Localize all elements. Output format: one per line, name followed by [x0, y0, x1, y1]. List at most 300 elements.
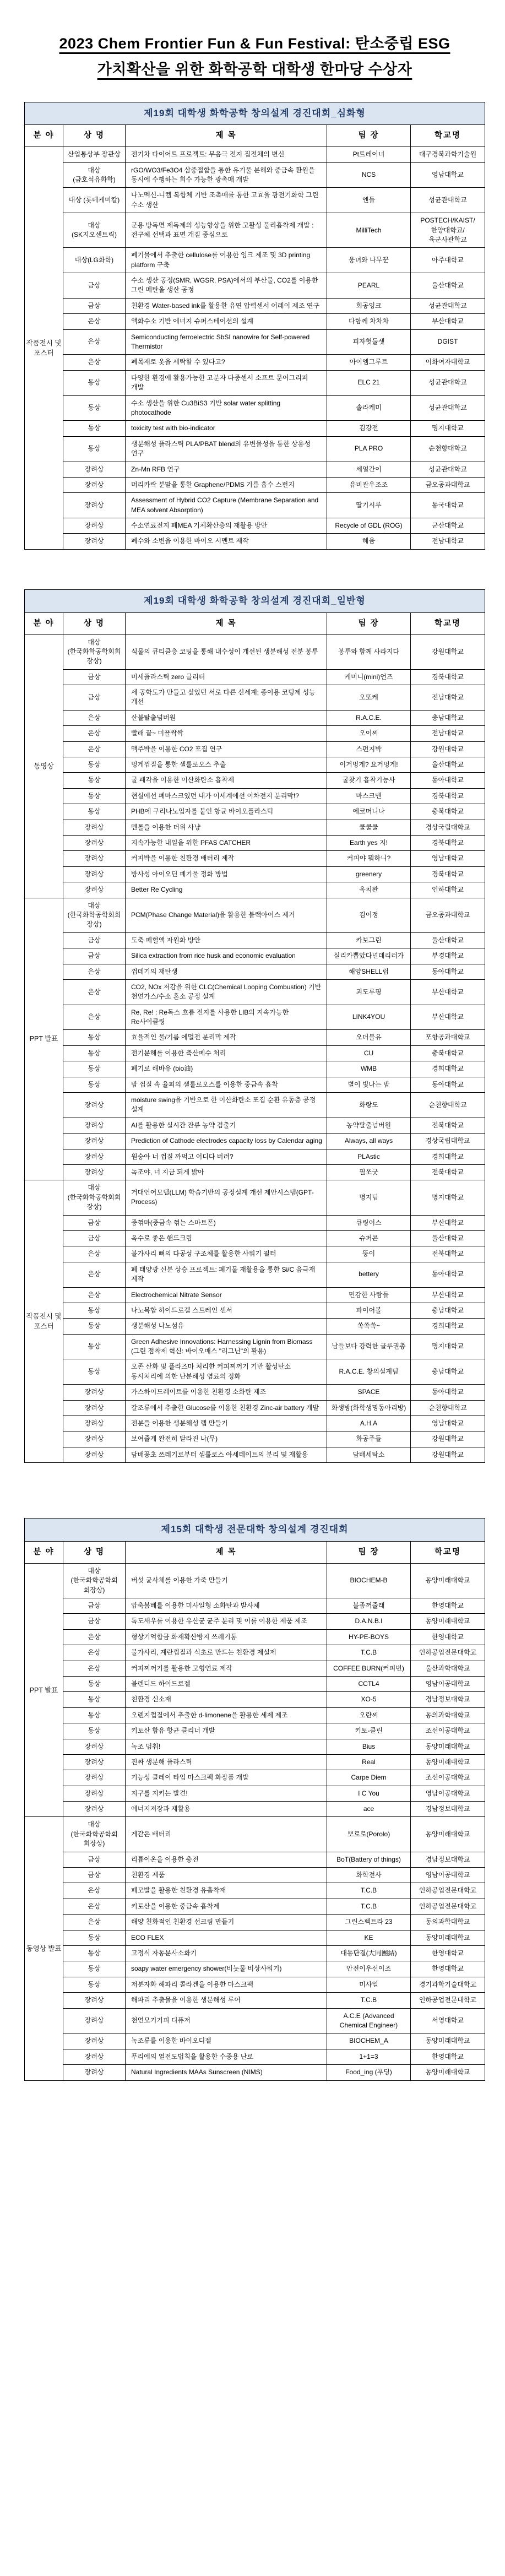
team-cell: 피자헛둘셋	[327, 329, 411, 355]
school-cell: 부산대학교	[411, 1005, 485, 1030]
title-cell: 보여줄게 완전히 달라진 나(무)	[126, 1431, 327, 1447]
title-cell: 불가사리 뼈의 다공성 구조체를 활용한 샤워기 필터	[126, 1246, 327, 1262]
table-row	[25, 273, 485, 299]
award-cell: 은상	[63, 355, 126, 370]
school-cell: 동아대학교	[411, 964, 485, 979]
award-cell: 장려상	[63, 820, 126, 835]
team-cell: 별이 빛나는 밤	[327, 1077, 411, 1092]
table-row	[25, 1385, 485, 1400]
title-cell: Green Adhesive Innovations: Harnessing Lignin from Biomass (그린 점착제 혁신: 바이오매스 "리그닌"의 활용)	[126, 1334, 327, 1359]
table-row	[25, 1883, 485, 1899]
table-row	[25, 1645, 485, 1661]
title-cell: 천연모기기피 디퓨저	[126, 2008, 327, 2033]
award-cell: 동상	[63, 436, 126, 462]
table-row	[25, 329, 485, 355]
team-cell: Bius	[327, 1739, 411, 1754]
school-cell: 동국대학교	[411, 493, 485, 518]
page-title-line-1: 2023 Chem Frontier Fun & Fun Festival: 탄소중립 ESG	[59, 35, 450, 52]
title-cell: 껍데기의 재탄생	[126, 964, 327, 979]
team-cell: CU	[327, 1045, 411, 1061]
school-cell: 전북대학교	[411, 1164, 485, 1180]
table-row	[25, 1723, 485, 1739]
award-cell: 은상	[63, 314, 126, 329]
award-cell: 은상	[63, 1629, 126, 1645]
team-cell: R.A.C.E. 창의설계팀	[327, 1359, 411, 1385]
award-table	[24, 1518, 485, 2080]
table-row	[25, 1262, 485, 1287]
school-cell: 영남대학교	[411, 851, 485, 866]
team-cell: T.C.B	[327, 1883, 411, 1899]
school-cell: 서영대학교	[411, 2008, 485, 2033]
title-cell: 수소연료전지 폐MEA 기체확산층의 재활용 방안	[126, 518, 327, 534]
title-cell: 해양 친화적인 친환경 선크림 만들기	[126, 1915, 327, 1930]
award-cell: 동상	[63, 757, 126, 773]
title-cell: AI를 활용한 실시간 잔류 농약 검출기	[126, 1118, 327, 1133]
team-cell: 마스크맨	[327, 788, 411, 804]
team-cell: 스펀지박	[327, 741, 411, 757]
school-cell: 동아대학교	[411, 1077, 485, 1092]
team-cell: 딸기시루	[327, 493, 411, 518]
award-cell: 금상	[63, 685, 126, 711]
table-row	[25, 1416, 485, 1431]
table-row	[25, 1598, 485, 1614]
title-cell: 생분해성 플라스틱 PLA/PBAT blend의 유변물성을 통한 상용성 연구	[126, 436, 327, 462]
field-cell: 동영상 발표	[25, 1817, 63, 2080]
table-row	[25, 462, 485, 477]
school-cell: 경남정보대학교	[411, 1692, 485, 1707]
title-cell: 친환경 신소재	[126, 1692, 327, 1707]
award-cell: 동상	[63, 370, 126, 395]
title-cell: 독도새우를 이용한 유산균 균주 분리 및 이를 이용한 제품 제조	[126, 1614, 327, 1629]
table-row	[25, 1868, 485, 1883]
table-row	[25, 669, 485, 685]
table-row	[25, 1754, 485, 1770]
page-title	[24, 31, 485, 83]
team-cell: 불좀꺼줄래	[327, 1598, 411, 1614]
title-cell: 방사성 아이오딘 폐기물 정화 방법	[126, 866, 327, 882]
award-cell: 대상 (한국화학공학회회장상)	[63, 898, 126, 932]
team-cell: 유비관우조조	[327, 477, 411, 492]
table-row	[25, 2065, 485, 2080]
table-row	[25, 757, 485, 773]
school-cell: 아주대학교	[411, 248, 485, 273]
school-cell: 전남대학교	[411, 726, 485, 741]
title-cell: 친환경 제품	[126, 1868, 327, 1883]
award-cell: 금상	[63, 1614, 126, 1629]
title-cell: 액화수소 기반 에너지 슈퍼스테이션의 설계	[126, 314, 327, 329]
title-cell: 생분해성 나노섬유	[126, 1319, 327, 1334]
title-cell: 녹조류를 이용한 바이오디젤	[126, 2033, 327, 2049]
school-cell: 충남대학교	[411, 1303, 485, 1318]
award-cell: 동상	[63, 1930, 126, 1945]
title-cell: 수소 생산 공정(SMR, WGSR, PSA)에서의 부산물, CO2를 이용한 그린 메탄올 생산 공정	[126, 273, 327, 299]
team-cell: PLAstic	[327, 1149, 411, 1164]
award-cell: 은상	[63, 329, 126, 355]
table-row	[25, 820, 485, 835]
title-cell: moisture swing을 기반으로 한 이산화탄소 포집 순환 유동층 공정 설계	[126, 1093, 327, 1118]
title-cell: 진짜 생분해 플라스틱	[126, 1754, 327, 1770]
team-cell: 미사일	[327, 1977, 411, 1992]
table-row	[25, 1786, 485, 1801]
title-cell: rGO/WO3/Fe3O4 삼중접합을 통한 유기물 분해와 중금속 환원을 동시에 수행하는 회수 가능한 광촉매 개발	[126, 162, 327, 188]
team-cell: 남들보다 강력한 글루권총	[327, 1334, 411, 1359]
table-row	[25, 726, 485, 741]
award-cell: 장려상	[63, 1786, 126, 1801]
award-cell: 장려상	[63, 1739, 126, 1754]
award-cell: 은상	[63, 741, 126, 757]
title-cell: 식물의 큐티클층 코팅을 통해 내수성이 개선된 생분해성 전분 봉투	[126, 634, 327, 669]
team-cell: I C You	[327, 1786, 411, 1801]
table-row	[25, 1852, 485, 1867]
table-row	[25, 932, 485, 948]
page-title-line-2: 가치확산을 위한 화학공학 대학생 한마당 수상자	[97, 61, 412, 78]
award-cell: 은상	[63, 726, 126, 741]
table-row	[25, 2008, 485, 2033]
school-cell: 경상국립대학교	[411, 820, 485, 835]
school-cell: 동아대학교	[411, 1385, 485, 1400]
team-cell: Food_ing (푸딩)	[327, 2065, 411, 2080]
award-cell: 동상	[63, 1977, 126, 1992]
title-cell: 친환경 Water-based ink를 활용한 유연 압력센서 어레이 제조 연구	[126, 298, 327, 313]
school-cell: 부산대학교	[411, 1287, 485, 1303]
title-cell: 녹조야, 너 지금 되게 밝아	[126, 1164, 327, 1180]
column-header-team: 팀 장	[327, 612, 411, 634]
title-cell: 산불탈출넘버원	[126, 710, 327, 725]
title-cell: 형상기억합금 화재확산방지 쓰레기통	[126, 1629, 327, 1645]
school-cell: 성균관대학교	[411, 370, 485, 395]
team-cell: 해양SHELL럽	[327, 964, 411, 979]
school-cell: 충남대학교	[411, 710, 485, 725]
team-cell: 굴찾기 흡착기능사	[327, 773, 411, 788]
team-cell: Real	[327, 1754, 411, 1770]
team-cell: KE	[327, 1930, 411, 1945]
award-cell: 장려상	[63, 1093, 126, 1118]
school-cell: 순천향대학교	[411, 1093, 485, 1118]
table-row	[25, 979, 485, 1005]
table-row	[25, 314, 485, 329]
table-row	[25, 1030, 485, 1045]
team-cell: 아이엠그루트	[327, 355, 411, 370]
school-cell: 한영대학교	[411, 1961, 485, 1977]
award-cell: 금상	[63, 298, 126, 313]
school-cell: 명지대학교	[411, 1334, 485, 1359]
table-row	[25, 964, 485, 979]
column-header-title: 제 목	[126, 125, 327, 147]
school-cell: 한영대학교	[411, 1598, 485, 1614]
column-header-team: 팀 장	[327, 1541, 411, 1563]
team-cell: PEARL	[327, 273, 411, 299]
field-cell: 작품전시 및 포스터	[25, 147, 63, 550]
table-row	[25, 1930, 485, 1945]
school-cell: 동양미래대학교	[411, 1930, 485, 1945]
award-cell: 대상 (한국화학공학회회장상)	[63, 1180, 126, 1215]
title-cell: 폐수와 소변을 이용한 바이오 시멘트 제작	[126, 534, 327, 549]
team-cell: 오이씨	[327, 726, 411, 741]
award-cell: 동상	[63, 421, 126, 436]
team-cell: SPACE	[327, 1385, 411, 1400]
title-cell: 커피박을 이용한 친환경 배터리 제작	[126, 851, 327, 866]
table-row	[25, 147, 485, 162]
column-header-school: 학교명	[411, 125, 485, 147]
title-cell: 전기분해를 이용한 축산폐수 처리	[126, 1045, 327, 1061]
column-header-field: 분 야	[25, 1541, 63, 1563]
award-cell: 은상	[63, 1899, 126, 1914]
title-cell: 키토산을 이용한 중금속 흡착제	[126, 1899, 327, 1914]
field-cell: PPT 발표	[25, 898, 63, 1180]
column-header-award: 상 명	[63, 612, 126, 634]
school-cell: 울산대학교	[411, 273, 485, 299]
award-cell: 장려상	[63, 2065, 126, 2080]
team-cell: A.C.E (Advanced Chemical Engineer)	[327, 2008, 411, 2033]
title-cell: 오렌지껍질에서 추출한 d-limonene을 활용한 세제 제조	[126, 1707, 327, 1723]
award-cell: 동상	[63, 1723, 126, 1739]
team-cell: 안전이우선이조	[327, 1961, 411, 1977]
award-cell: 장려상	[63, 836, 126, 851]
school-cell: 영남대학교	[411, 1416, 485, 1431]
school-cell: 강원대학교	[411, 1431, 485, 1447]
award-cell: 동상	[63, 1334, 126, 1359]
table-row	[25, 1215, 485, 1230]
table-row	[25, 1563, 485, 1598]
team-cell: 커피야 뭐하니?	[327, 851, 411, 866]
table-row	[25, 1400, 485, 1416]
award-cell: 금상	[63, 273, 126, 299]
table-row	[25, 1149, 485, 1164]
team-cell: Carpe Diem	[327, 1770, 411, 1786]
table-row	[25, 1431, 485, 1447]
team-cell: MilliTech	[327, 213, 411, 248]
table-row	[25, 851, 485, 866]
team-cell: 오또케	[327, 685, 411, 711]
award-cell: 장려상	[63, 851, 126, 866]
school-cell: 성균관대학교	[411, 298, 485, 313]
award-cell: 장려상	[63, 2008, 126, 2033]
award-cell: 금상	[63, 1868, 126, 1883]
school-cell: 동양미래대학교	[411, 2033, 485, 2049]
school-cell: 경희대학교	[411, 1319, 485, 1334]
award-table	[24, 589, 485, 1463]
table-row	[25, 1817, 485, 1852]
school-cell: 부산대학교	[411, 314, 485, 329]
table-row	[25, 1359, 485, 1385]
field-cell: PPT 발표	[25, 1563, 63, 1817]
school-cell: 경북대학교	[411, 669, 485, 685]
title-cell: 군용 방독면 제독제의 성능향상을 위한 고활성 물리흡착제 개발 : 전구체 선택과 표면 개질 중심으로	[126, 213, 327, 248]
title-cell: 머리카락 분말을 통한 Graphene/PDMS 기름 흡수 스펀지	[126, 477, 327, 492]
award-cell: 장려상	[63, 2049, 126, 2064]
column-header-school: 학교명	[411, 1541, 485, 1563]
title-cell: 원숭아 너 껍질 까먹고 어디다 버려?	[126, 1149, 327, 1164]
column-header-school: 학교명	[411, 612, 485, 634]
school-cell: 인하공업전문대학교	[411, 1645, 485, 1661]
title-cell: 거대언어모델(LLM) 학습기반의 공정설계 개선 제안시스템(GPT-Process)	[126, 1180, 327, 1215]
table-row	[25, 1093, 485, 1118]
tables-container	[24, 102, 485, 2081]
award-cell: 금상	[63, 948, 126, 964]
award-cell: 장려상	[63, 1134, 126, 1149]
school-cell: 명지대학교	[411, 1180, 485, 1215]
title-cell: Zn-Mn RFB 연구	[126, 462, 327, 477]
title-cell: 나노멕신-니켈 복합체 기반 조촉매를 통한 고효율 광전기화학 그린 수소 생산	[126, 188, 327, 213]
team-cell: 웅녀와 나무꾼	[327, 248, 411, 273]
title-cell: 밤 껍질 속 율피의 셀룰로오스를 이용한 중금속 흡착	[126, 1077, 327, 1092]
team-cell: COFFEE BURN(커피번)	[327, 1661, 411, 1676]
school-cell: 전북대학교	[411, 1118, 485, 1133]
school-cell: 충남대학교	[411, 1359, 485, 1385]
school-cell: 영남이공대학교	[411, 1786, 485, 1801]
title-cell: 빨래 끝~ 미플싹싹	[126, 726, 327, 741]
table-row	[25, 1319, 485, 1334]
school-cell: 울산대학교	[411, 757, 485, 773]
award-cell: 금상	[63, 1598, 126, 1614]
field-cell: 동영상	[25, 634, 63, 898]
school-cell: 포항공과대학교	[411, 1030, 485, 1045]
team-cell: 쿨쿨쿨	[327, 820, 411, 835]
school-cell: 순천향대학교	[411, 1400, 485, 1416]
team-cell: 옥치완	[327, 882, 411, 898]
team-cell: NCS	[327, 162, 411, 188]
award-cell: 장려상	[63, 462, 126, 477]
title-cell: 가스하이드레이트를 이용한 친환경 소화탄 제조	[126, 1385, 327, 1400]
school-cell: 금오공과대학교	[411, 477, 485, 492]
table-row	[25, 477, 485, 492]
school-cell: 동아대학교	[411, 773, 485, 788]
table-caption: 제19회 대학생 화학공학 창의설계 경진대회_일반형	[25, 589, 485, 612]
award-table	[24, 102, 485, 550]
title-cell: 에너지저장과 재활용	[126, 1802, 327, 1817]
school-cell: 동양미래대학교	[411, 1739, 485, 1754]
award-cell: 대상 (한국화학공학회회장상)	[63, 634, 126, 669]
school-cell: 울산과학대학교	[411, 1661, 485, 1676]
title-cell: Silica extraction from rice husk and economic evaluation	[126, 948, 327, 964]
team-cell: 키토-클린	[327, 1723, 411, 1739]
title-cell: Assessment of Hybrid CO2 Capture (Membrane Separation and MEA solvent Absorption)	[126, 493, 327, 518]
table-row	[25, 741, 485, 757]
table-row	[25, 773, 485, 788]
table-row	[25, 1077, 485, 1092]
team-cell: 솔라케미	[327, 395, 411, 421]
team-cell: 회공잉크	[327, 298, 411, 313]
school-cell: 인하공업전문대학교	[411, 1899, 485, 1914]
award-cell: 산업통상부 장관상	[63, 147, 126, 162]
team-cell: 화생방(화학생명동아리방)	[327, 1400, 411, 1416]
school-cell: 강원대학교	[411, 741, 485, 757]
team-cell: ELC 21	[327, 370, 411, 395]
title-cell: 압축봄베를 이용한 미사일형 소화탄과 발사체	[126, 1598, 327, 1614]
award-cell: 은상	[63, 1005, 126, 1030]
award-cell: 장려상	[63, 493, 126, 518]
title-cell: 옥수로 좋은 핸드크림	[126, 1230, 327, 1246]
title-cell: 굴 패각을 이용한 이산화탄소 흡착제	[126, 773, 327, 788]
title-cell: Natural Ingredients MAAs Sunscreen (NIMS)	[126, 2065, 327, 2080]
school-cell: 조선이공대학교	[411, 1723, 485, 1739]
award-cell: 장려상	[63, 1770, 126, 1786]
school-cell: 경희대학교	[411, 1149, 485, 1164]
award-cell: 동상	[63, 1359, 126, 1385]
award-cell: 동상	[63, 1061, 126, 1077]
award-cell: 장려상	[63, 477, 126, 492]
school-cell: 영남이공대학교	[411, 1676, 485, 1691]
award-cell: 동상	[63, 1030, 126, 1045]
table-row	[25, 866, 485, 882]
award-cell: 동상	[63, 1692, 126, 1707]
title-cell: Prediction of Cathode electrodes capacity loss by Calendar aging	[126, 1134, 327, 1149]
team-cell: 뚱이	[327, 1246, 411, 1262]
title-cell: 맥주박을 이용한 CO2 포집 연구	[126, 741, 327, 757]
award-cell: 동상	[63, 1077, 126, 1092]
title-cell: 고정식 자동분사소화기	[126, 1946, 327, 1961]
school-cell: 경남정보대학교	[411, 1802, 485, 1817]
table-row	[25, 710, 485, 725]
team-cell: PLA PRO	[327, 436, 411, 462]
table-row	[25, 788, 485, 804]
table-row	[25, 1899, 485, 1914]
award-cell: 대상 (롯데케미칼)	[63, 188, 126, 213]
title-cell: CO2, NOx 저감을 위한 CLC(Chemical Looping Combustion) 기반 천연가스/수소 혼소 공정 설계	[126, 979, 327, 1005]
team-cell: CCTL4	[327, 1676, 411, 1691]
team-cell: HY-PE-BOYS	[327, 1629, 411, 1645]
team-cell: 화공주들	[327, 1431, 411, 1447]
team-cell: 명지팀	[327, 1180, 411, 1215]
team-cell: 농약탈출넘버원	[327, 1118, 411, 1133]
title-cell: PCM(Phase Change Material)을 활용한 블랙아이스 제거	[126, 898, 327, 932]
title-cell: 중꺾마(중금속 꺾는 스마트폰)	[126, 1215, 327, 1230]
table-row	[25, 436, 485, 462]
school-cell: 동의과학대학교	[411, 1915, 485, 1930]
school-cell: 한영대학교	[411, 1629, 485, 1645]
school-cell: 경상국립대학교	[411, 1134, 485, 1149]
award-cell: 금상	[63, 1215, 126, 1230]
award-cell: 장려상	[63, 1385, 126, 1400]
table-row	[25, 1946, 485, 1961]
table-row	[25, 1739, 485, 1754]
award-cell: 대상 (한국화학공학회 회장상)	[63, 1563, 126, 1598]
title-cell: 키토산 함유 항균 클리너 개발	[126, 1723, 327, 1739]
team-cell: D.A.N.B.I	[327, 1614, 411, 1629]
school-cell: 동의과학대학교	[411, 1707, 485, 1723]
title-cell: 폐모발을 활용한 친환경 유흡착재	[126, 1883, 327, 1899]
award-cell: 장려상	[63, 1164, 126, 1180]
school-cell: 인하공업전문대학교	[411, 1883, 485, 1899]
table-row	[25, 948, 485, 964]
school-cell: 동아대학교	[411, 1262, 485, 1287]
team-cell: 엔들	[327, 188, 411, 213]
team-cell: LINK4YOU	[327, 1005, 411, 1030]
table-row	[25, 1118, 485, 1133]
school-cell: 성균관대학교	[411, 462, 485, 477]
title-cell: 리튬이온을 이용한 충전	[126, 1852, 327, 1867]
title-cell: 게같은 배터리	[126, 1817, 327, 1852]
award-cell: 장려상	[63, 1416, 126, 1431]
award-cell: 은상	[63, 979, 126, 1005]
school-cell: 한영대학교	[411, 1946, 485, 1961]
team-cell: 다함께 차차차	[327, 314, 411, 329]
award-cell: 장려상	[63, 1149, 126, 1164]
title-cell: 녹조 멈춰!	[126, 1739, 327, 1754]
school-cell: 부경대학교	[411, 948, 485, 964]
team-cell: bettery	[327, 1262, 411, 1287]
team-cell: 필쏘굿	[327, 1164, 411, 1180]
title-cell: PHB에 구리나노입자를 붙인 항균 바이오플라스틱	[126, 804, 327, 820]
award-cell: 장려상	[63, 1802, 126, 1817]
school-cell: 동양미래대학교	[411, 1817, 485, 1852]
award-cell: 장려상	[63, 866, 126, 882]
team-cell: 1+1=3	[327, 2049, 411, 2064]
title-cell: 다양한 환경에 활용가능한 고분자 다중센서 소프트 문어그리퍼 개발	[126, 370, 327, 395]
table-row	[25, 1246, 485, 1262]
team-cell: 큐링어스	[327, 1215, 411, 1230]
table-row	[25, 1061, 485, 1077]
